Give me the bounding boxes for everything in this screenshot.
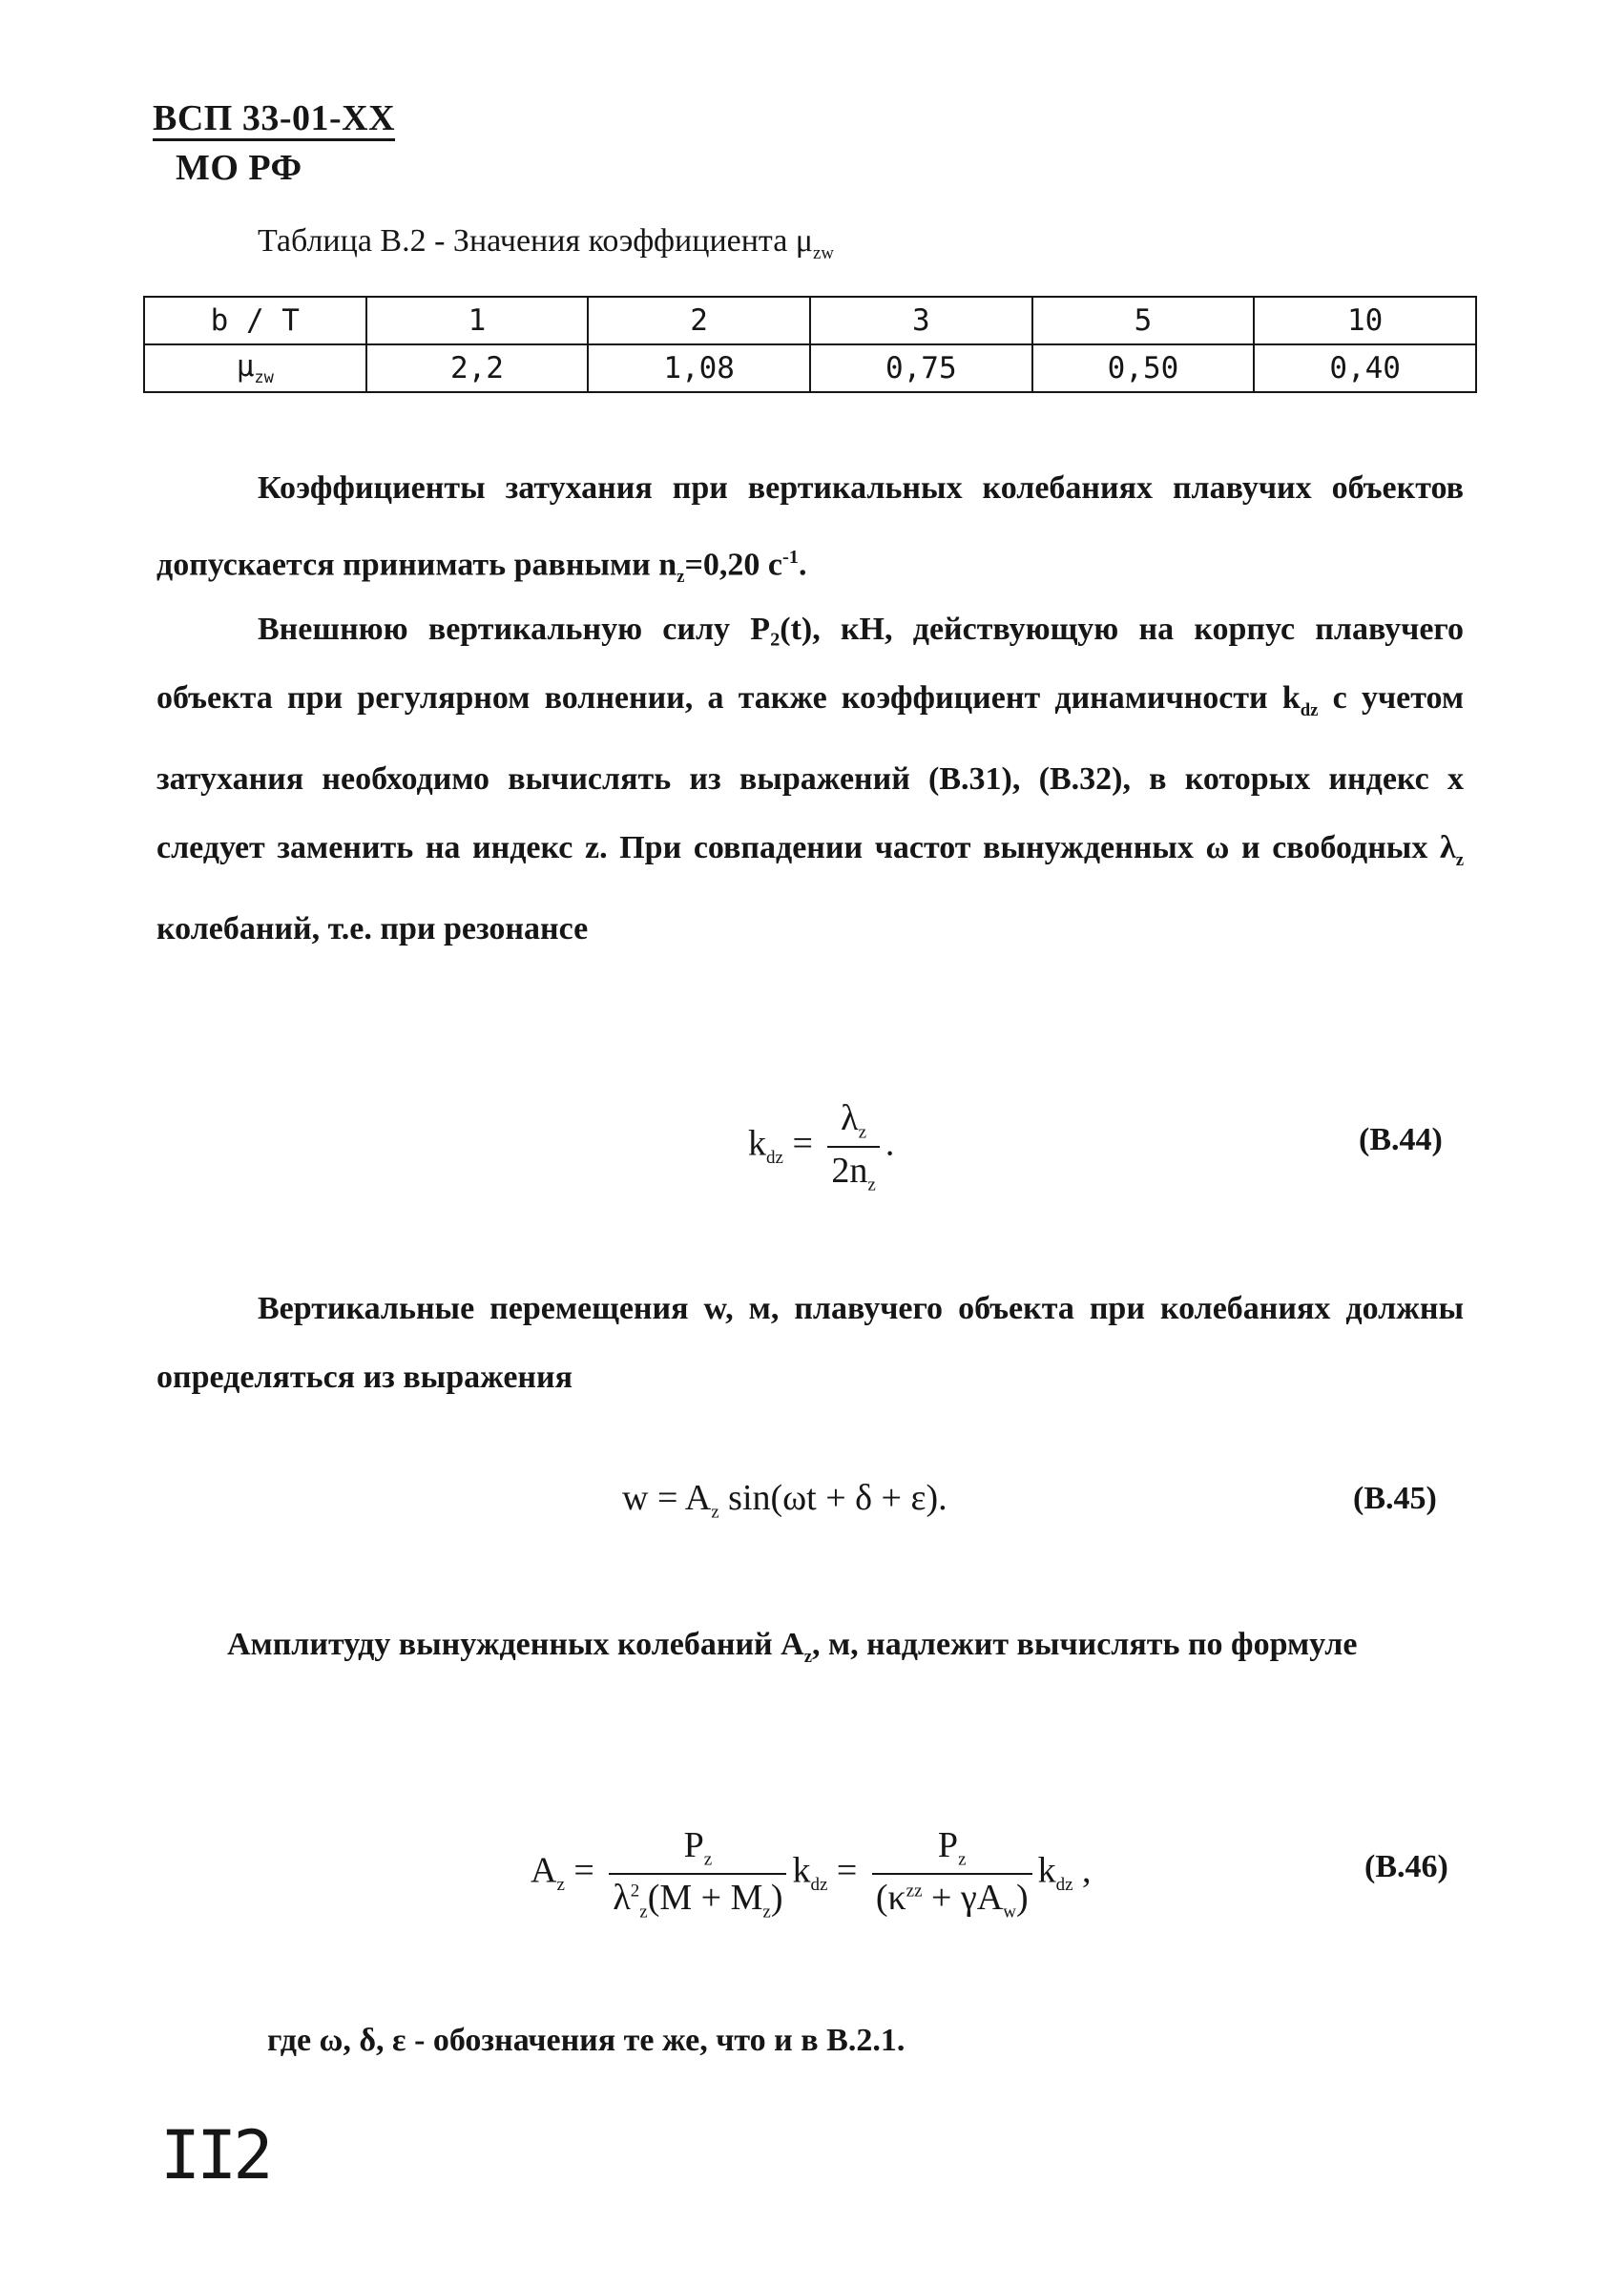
table-cell: 3 [810,297,1032,344]
equation-b46: $A_z$ = $\frac{P_z}{\lambda^2_z(M + M_z)}$ $k_{dz}$ = $\frac{P_z}{(\kappa^{zz} + \gamma A_w)}$ $k_{dz}$ , [531,1825,1092,1923]
doc-code: ВСП 33-01-ХХ [153,99,395,141]
paragraph-displacement: Вертикальные перемещения w, м, плавучего объекта при колебаниях должны определяться из выражения [156,1291,1464,1395]
table-cell: 2 [588,297,810,344]
paragraph-amplitude: Амплитуду вынужденных колебаний $A_z$, м, надлежит вычислять по формуле [227,1627,1358,1667]
equation-b45: $w = A_z$ sin(ωt + δ + ε). [622,1478,947,1523]
paragraph-force: Внешнюю вертикальную силу P₂(t), кН, действующую на корпус плавучего объекта при регулярном волнении, а также коэффициент динамичности $k_{dz}$ с учетом затухания необходимо вычислять из выражений (В.31), (В.32), в которых индекс x следует заменить на индекс z. При совпадении частот вынужденных ω и свободных $\lambda_z$ колебаний, т.е. при резонансе [156,612,1464,946]
equation-number: (В.45) [1353,1481,1437,1516]
table-cell: $\mu_{zw}$ [144,344,366,392]
equation-b44: $k_{dz}$ = $\frac{\lambda_z}{2n_z}$ . [748,1098,895,1195]
table-cell: 1,08 [588,344,810,392]
notation-note: где ω, δ, ε - обозначения те же, что и в В.2.1. [267,2023,906,2058]
table-cell: 5 [1032,297,1255,344]
org-name: МО РФ [176,148,302,188]
table-caption: Таблица В.2 - Значения коэффициента $\mu_{zw}$ [258,223,834,263]
coefficient-table [143,296,1477,393]
table-cell: 10 [1254,297,1476,344]
table-cell: 1 [366,297,589,344]
table-row [144,297,1476,344]
table-cell: 2,2 [366,344,589,392]
table-cell: b / T [144,297,366,344]
equation-number: (В.46) [1364,1849,1448,1884]
table-cell: 0,40 [1254,344,1476,392]
page-number: II2 [160,2116,270,2194]
table-cell: 0,50 [1032,344,1255,392]
paragraph-damping: Коэффициенты затухания при вертикальных колебаниях плавучих объектов допускается принимать равными $n_z=0,20$ $с^{-1}$. [156,470,1464,588]
table-cell: 0,75 [810,344,1032,392]
equation-number: (В.44) [1359,1122,1443,1157]
table-row [144,344,1476,392]
